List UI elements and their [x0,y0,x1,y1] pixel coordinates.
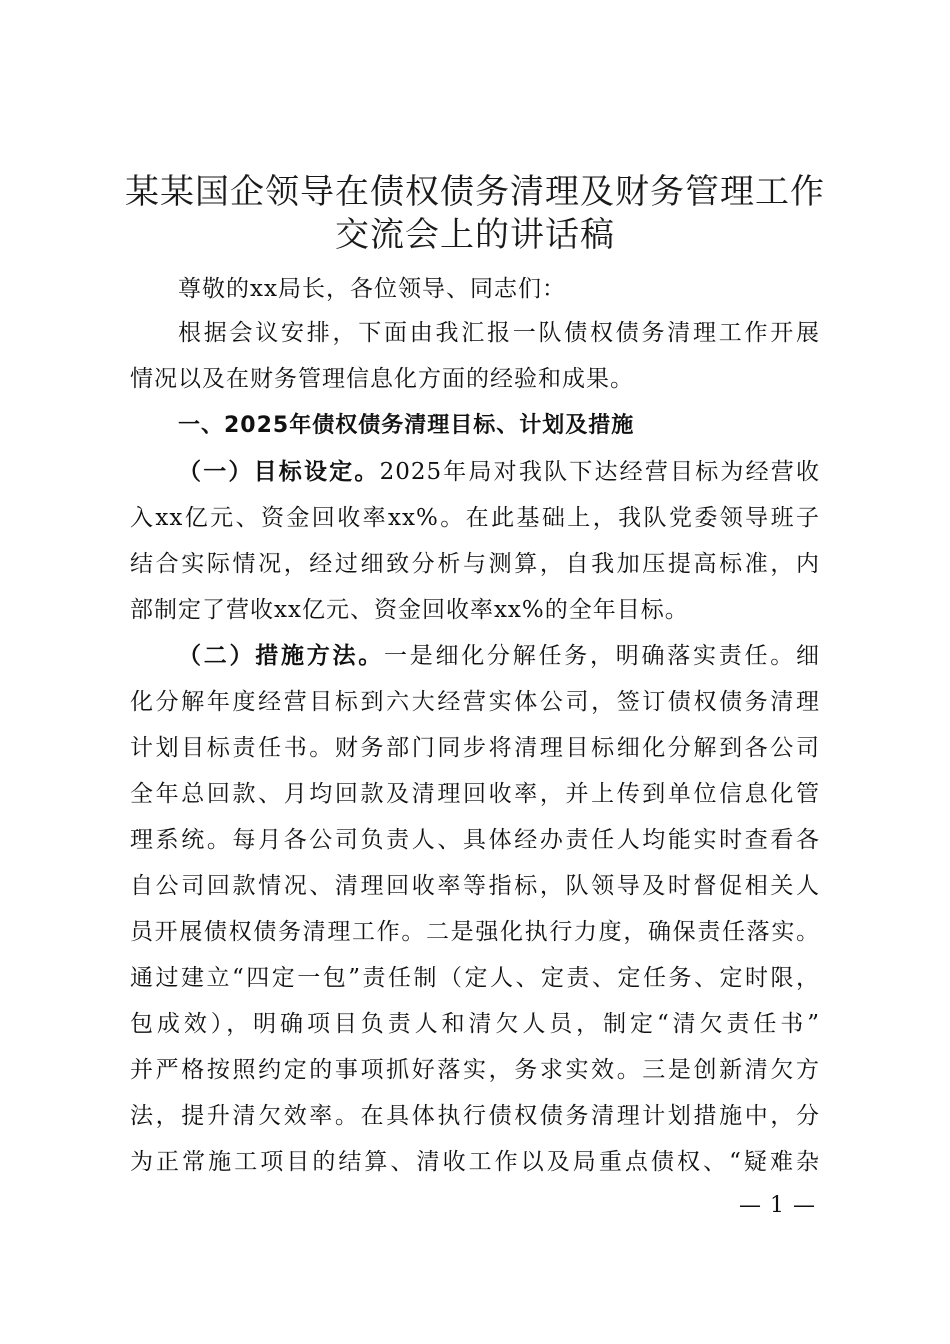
subsection-2-line-9: 包成效），明确项目负责人和清欠人员，制定“清欠责任书” [130,1011,820,1037]
subsection-2-line-11: 法，提升清欠效率。在具体执行债权债务清理计划措施中，分 [130,1103,820,1129]
subsection-2-first-line [178,641,820,671]
subsection-2-line-4: 全年总回款、月均回款及清理回收率，并上传到单位信息化管 [130,781,820,807]
salutation: 尊敬的xx局长，各位领导、同志们： [178,276,566,302]
page-number: — 1 — [739,1193,816,1218]
subsection-2-line-6: 自公司回款情况、清理回收率等指标，队领导及时督促相关人 [130,873,820,899]
document-title-line-2: 交流会上的讲话稿 [335,215,615,255]
subsection-1-line-3: 结合实际情况，经过细致分析与测算，自我加压提高标准，内 [130,551,820,577]
subsection-1-line-1-text: 2025年局对我队下达经营目标为经营收 [379,459,820,485]
subsection-2-line-12: 为正常施工项目的结算、清收工作以及局重点债权、“疑难杂 [130,1149,820,1175]
subsection-2-line-7: 员开展债权债务清理工作。二是强化执行力度，确保责任落实。 [130,919,820,945]
subsection-1-line-2: 入xx亿元、资金回收率xx%。在此基础上，我队党委领导班子 [130,505,820,531]
subsection-2-line-1-text: 一是细化分解任务，明确落实责任。细 [384,643,820,669]
intro-line-2: 情况以及在财务管理信息化方面的经验和成果。 [130,366,634,392]
subsection-2-label: （二）措施方法。 [178,642,384,669]
subsection-2-line-10: 并严格按照约定的事项抓好落实，务求实效。三是创新清欠方 [130,1057,820,1083]
subsection-1-line-4: 部制定了营收xx亿元、资金回收率xx%的全年目标。 [130,597,689,623]
subsection-1-first-line [178,457,820,487]
subsection-2-line-5: 理系统。每月各公司负责人、具体经办责任人均能实时查看各 [130,827,820,853]
subsection-2-line-3: 计划目标责任书。财务部门同步将清理目标细化分解到各公司 [130,735,820,761]
subsection-2-line-2: 化分解年度经营目标到六大经营实体公司，签订债权债务清理 [130,689,820,715]
intro-line-1: 根据会议安排，下面由我汇报一队债权债务清理工作开展 [178,320,820,346]
section-1-heading: 一、2025年债权债务清理目标、计划及措施 [178,413,635,438]
subsection-2-line-8: 通过建立“四定一包”责任制（定人、定责、定任务、定时限， [130,965,820,991]
document-title-line-1: 某某国企领导在债权债务清理及财务管理工作 [125,172,825,212]
subsection-1-label: （一）目标设定。 [178,458,380,485]
